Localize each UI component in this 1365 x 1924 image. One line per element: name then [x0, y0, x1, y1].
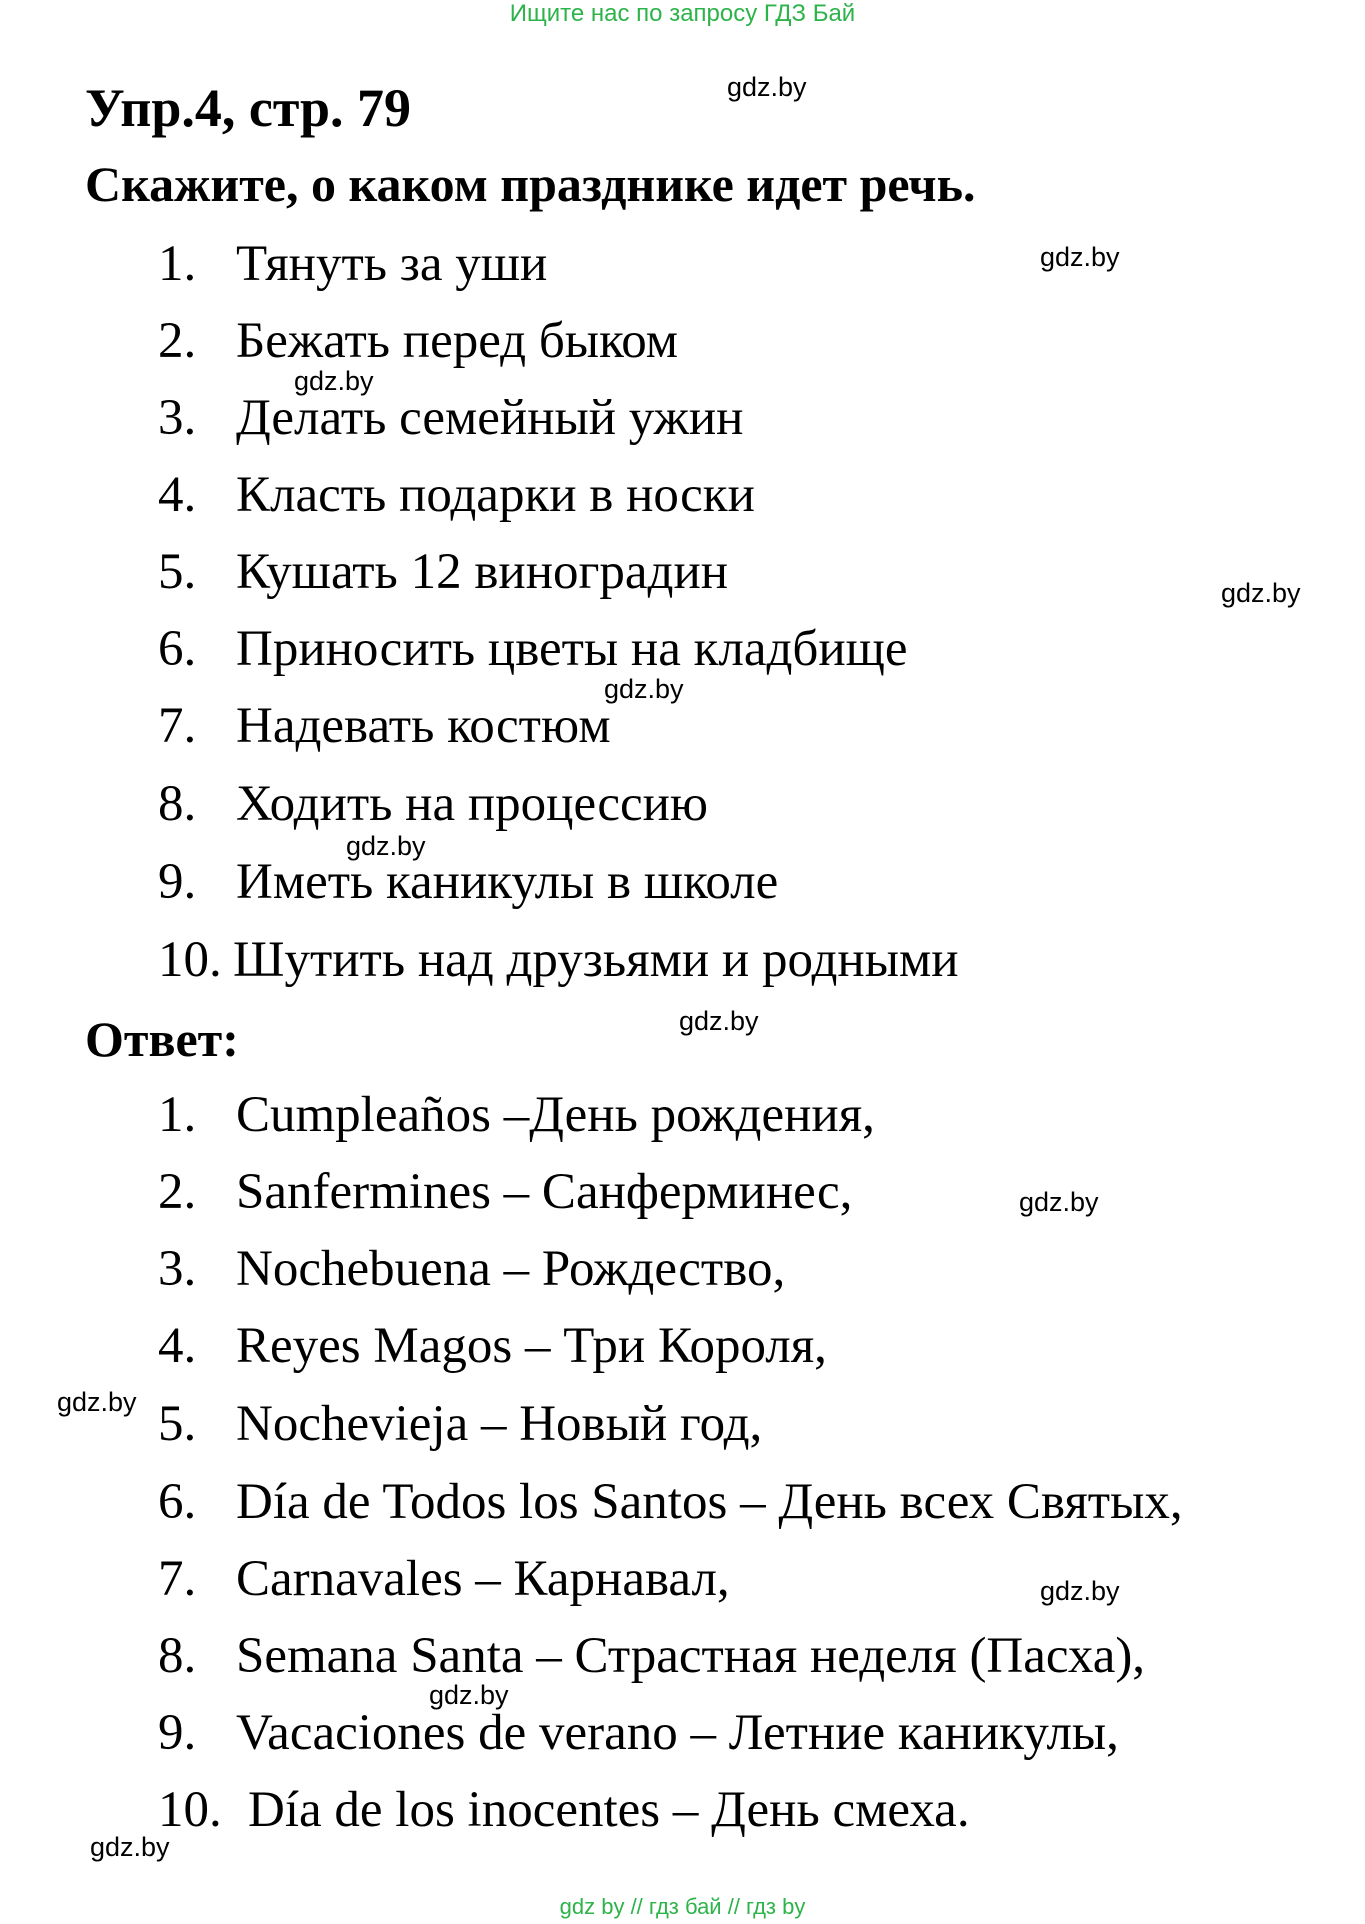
item-text: Класть подарки в носки [236, 467, 755, 523]
item-number: 4. [158, 1318, 197, 1374]
item-text: Reyes Magos – Три Короля, [236, 1318, 827, 1374]
watermark: gdz.by [727, 72, 807, 102]
list-item [158, 1082, 875, 1148]
item-number: 2. [158, 1164, 197, 1220]
exercise-title: Упр.4, стр. 79 [85, 78, 412, 138]
item-number: 7. [158, 1551, 197, 1607]
list-item [158, 308, 678, 374]
item-number: 5. [158, 1396, 197, 1452]
item-text: Приносить цветы на кладбище [236, 621, 908, 677]
list-item [158, 927, 959, 993]
watermark: gdz.by [1040, 242, 1120, 272]
item-number: 6. [158, 621, 197, 677]
watermark: gdz.by [294, 366, 374, 396]
item-text: Делать семейный ужин [236, 390, 744, 446]
list-item [158, 1313, 827, 1379]
item-number: 8. [158, 1628, 197, 1684]
footer-links: gdz by // гдз бай // гдз by [559, 1894, 806, 1919]
list-item [158, 539, 728, 605]
list-item [158, 1623, 1145, 1689]
list-item [158, 385, 743, 451]
item-text: Vacaciones de verano – Летние каникулы, [236, 1705, 1119, 1761]
watermark: gdz.by [90, 1832, 170, 1862]
watermark: gdz.by [679, 1006, 759, 1036]
watermark: gdz.by [604, 674, 684, 704]
item-text: Шутить над друзьями и родными [233, 932, 959, 988]
item-text: Иметь каникулы в школе [236, 854, 779, 910]
top-banner: Ищите нас по запросу ГДЗ Бай [509, 0, 856, 27]
item-number: 3. [158, 1241, 197, 1297]
list-item [158, 231, 547, 297]
item-number: 8. [158, 776, 197, 832]
list-item [158, 771, 708, 837]
item-text: Carnavales – Карнавал, [236, 1551, 730, 1607]
item-number: 4. [158, 467, 197, 523]
item-text: Cumpleaños –День рождения, [236, 1087, 875, 1143]
list-item [158, 462, 755, 528]
item-number: 9. [158, 854, 197, 910]
item-number: 9. [158, 1705, 197, 1761]
watermark: gdz.by [429, 1680, 509, 1710]
item-text: Semana Santa – Страстная неделя (Пасха), [236, 1628, 1146, 1684]
item-text: Nochevieja – Новый год, [236, 1396, 763, 1452]
watermark: gdz.by [1040, 1576, 1120, 1606]
item-number: 7. [158, 698, 197, 754]
list-item [158, 1391, 762, 1457]
item-number: 6. [158, 1474, 197, 1530]
list-item [158, 1236, 785, 1302]
list-item [158, 1469, 1183, 1535]
list-item [158, 1700, 1119, 1766]
list-item [158, 1546, 730, 1612]
item-text: Ходить на процессию [236, 776, 709, 832]
list-item [158, 693, 611, 759]
item-text: Тянуть за уши [236, 236, 548, 292]
item-text: Día de Todos los Santos – День всех Святых, [236, 1474, 1183, 1530]
watermark: gdz.by [1019, 1187, 1099, 1217]
watermark: gdz.by [346, 831, 426, 861]
item-text: Бежать перед быком [236, 313, 679, 369]
item-number: 10. [158, 932, 222, 988]
item-number: 2. [158, 313, 197, 369]
list-item [158, 849, 778, 915]
list-item [158, 1159, 852, 1225]
item-text: Кушать 12 виноградин [236, 544, 729, 600]
item-number: 1. [158, 1087, 197, 1143]
item-number: 1. [158, 236, 197, 292]
answer-heading: Ответ: [85, 1011, 239, 1067]
exercise-task: Скажите, о каком празднике идет речь. [85, 156, 976, 212]
item-text: Día de los inocentes – День смеха. [248, 1782, 970, 1838]
list-item [158, 1777, 970, 1843]
item-text: Надевать костюм [236, 698, 611, 754]
item-text: Nochebuena – Рождество, [236, 1241, 786, 1297]
item-number: 5. [158, 544, 197, 600]
watermark: gdz.by [57, 1387, 137, 1417]
item-number: 10. [158, 1782, 222, 1838]
item-number: 3. [158, 390, 197, 446]
item-text: Sanfermines – Санферминес, [236, 1164, 853, 1220]
list-item [158, 616, 908, 682]
watermark: gdz.by [1221, 578, 1301, 608]
